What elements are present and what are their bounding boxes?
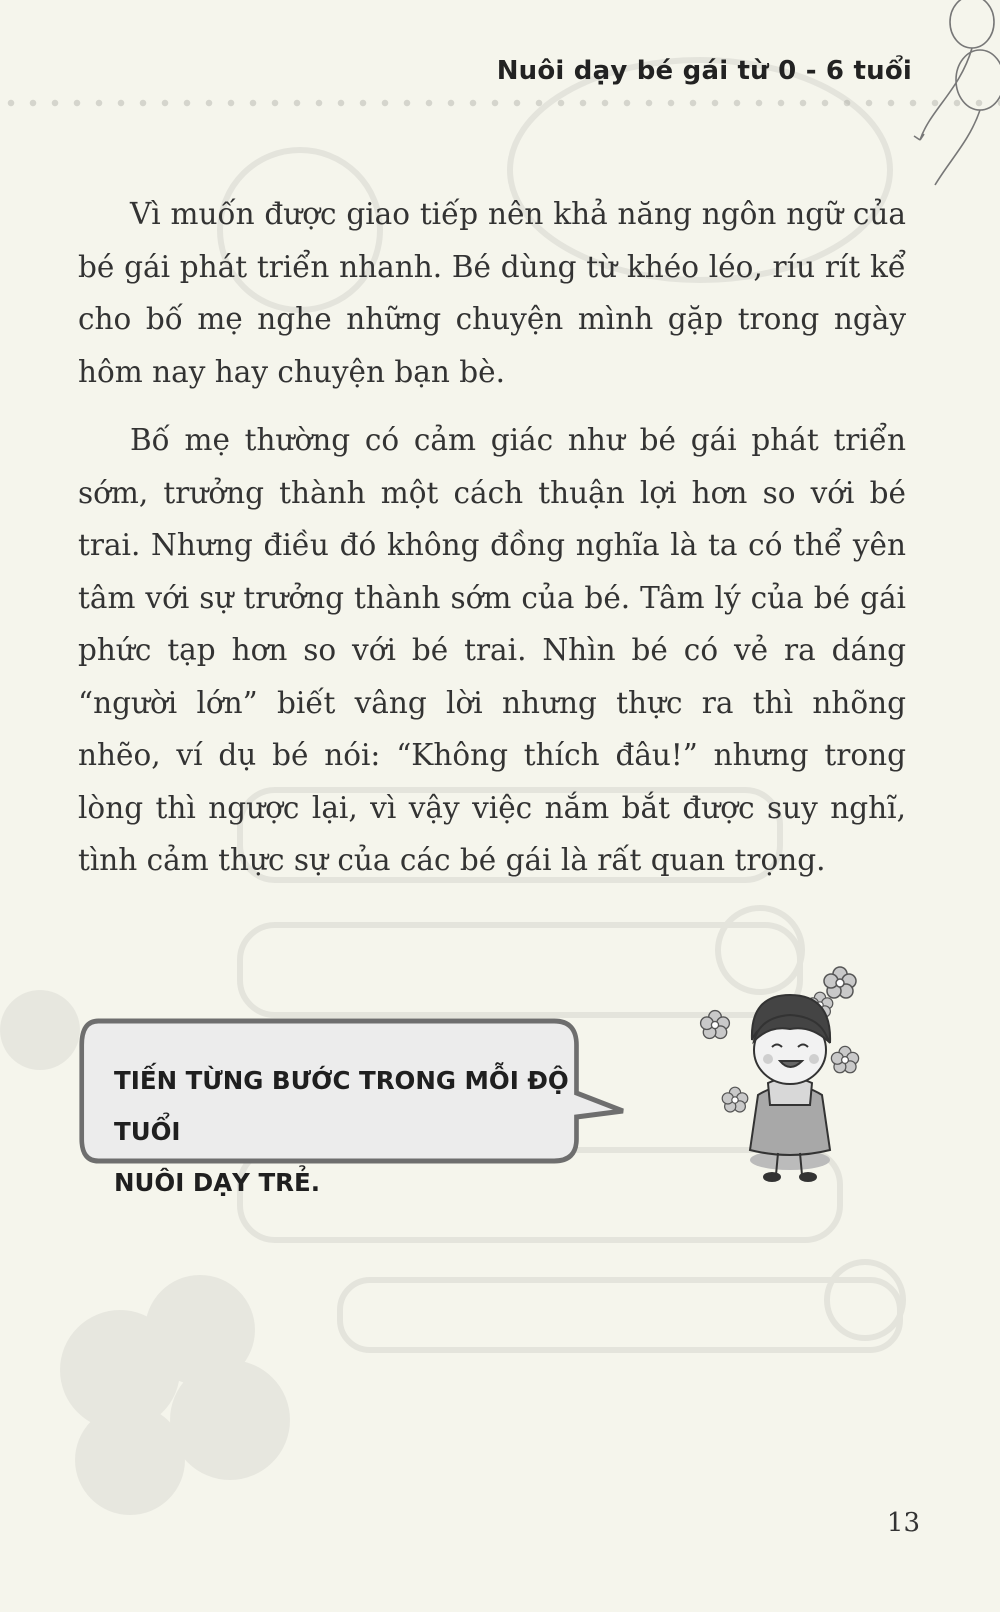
speech-bubble-callout xyxy=(78,1015,630,1197)
body-text xyxy=(78,188,906,887)
balloon-sketch-icon xyxy=(910,0,1000,200)
callout-text: TIẾN TỪNG BƯỚC TRONG MỖI ĐỘ TUỔI NUÔI DẠY TRẺ. xyxy=(114,1066,569,1197)
girl-with-flowers-icon xyxy=(690,955,880,1195)
page-number: 13 xyxy=(886,1508,920,1538)
paragraph-1: Vì muốn được giao tiếp nên khả năng ngôn ngữ của bé gái phát triển nhanh. Bé dùng từ khéo léo, ríu rít kể cho bố mẹ nghe những chuyện mình gặp trong ngày hôm nay hay chuyện bạn bè. xyxy=(78,197,906,389)
dotted-band xyxy=(0,93,1000,113)
running-header: Nuôi dạy bé gái từ 0 - 6 tuổi xyxy=(496,56,912,86)
paragraph-2: Bố mẹ thường có cảm giác như bé gái phát triển sớm, trưởng thành một cách thuận lợi hơn so với bé trai. Nhưng điều đó không đồng nghĩa là ta có thể yên tâm với sự trưởng thành sớm của bé. Tâm lý của bé gái phức tạp hơn so với bé trai. Nhìn bé có vẻ ra dáng “người lớn” biết vâng lời nhưng thực ra thì nhõng nhẽo, ví dụ bé nói: “Không thích đâu!” nhưng trong lòng thì ngược lại, vì vậy việc nắm bắt được suy nghĩ, tình cảm thực sự của các bé gái là rất quan trọng. xyxy=(78,423,906,877)
